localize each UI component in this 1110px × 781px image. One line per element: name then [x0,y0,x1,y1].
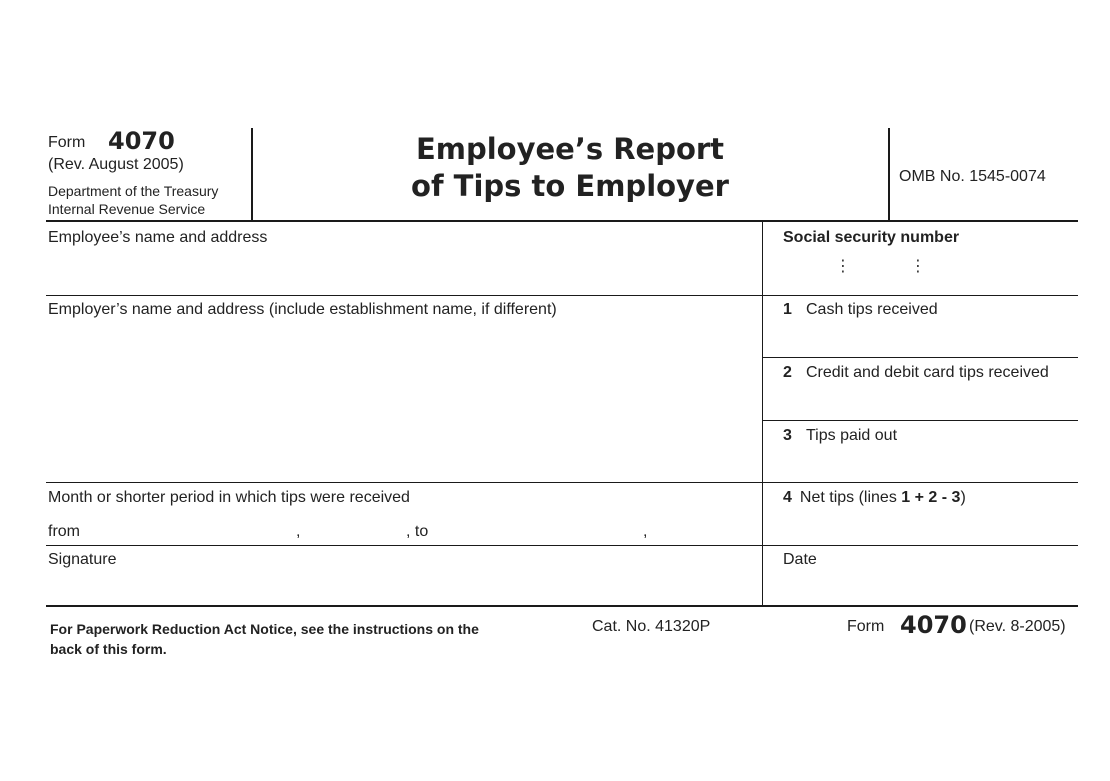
header-bottom-rule [46,220,1078,222]
period-from-field[interactable] [95,518,290,542]
ssn-field[interactable] [783,252,1073,290]
period-comma-1: , [296,523,301,540]
header-divider-left [251,128,253,221]
catalog-number: Cat. No. 41320P [592,618,711,635]
date-label: Date [783,551,817,568]
period-label: Month or shorter period in which tips were received [48,489,410,506]
date-field[interactable] [783,572,1073,602]
employer-name-address-field[interactable] [48,325,748,475]
row2-bottom-rule [46,482,1078,483]
line-2-label: Credit and debit card tips received [806,364,1049,381]
line-4-label-suffix: ) [960,489,966,506]
from-label: from [48,523,80,540]
form-number: 4070 [108,127,175,155]
employee-name-address-label: Employee’s name and address [48,229,268,246]
line-4-formula: 1 + 2 - 3 [901,489,961,506]
row3-bottom-rule [46,545,1078,546]
ssn-label: Social security number [783,229,960,246]
form-bottom-rule [46,605,1078,607]
employer-name-address-label: Employer’s name and address (include establishment name, if different) [48,301,557,318]
line-2-bottom-rule [763,420,1078,421]
net-tips-field[interactable] [783,510,1073,542]
ssn-separator-2: ⋮ [910,258,926,275]
paperwork-notice-line1: For Paperwork Reduction Act Notice, see the instructions on the [50,621,479,637]
revision-date: (Rev. August 2005) [48,156,184,173]
tips-paid-out-field[interactable] [783,448,1073,480]
signature-field[interactable] [48,572,748,602]
employee-name-address-field[interactable] [48,252,748,290]
line-1-bottom-rule [763,357,1078,358]
header-divider-right [888,128,890,221]
footer-revision: (Rev. 8-2005) [969,618,1066,635]
line-4-label [783,490,966,506]
footer-form-number: 4070 [900,611,967,639]
omb-number: OMB No. 1545-0074 [899,168,1046,185]
form-label: Form [48,134,86,151]
line-3-label: Tips paid out [806,427,898,444]
agency-name: Internal Revenue Service [48,201,206,217]
period-to-field[interactable] [440,518,635,542]
footer-form-label: Form [847,618,885,635]
line-4-label-prefix: Net tips (lines [799,489,902,506]
line-2-number: 2 [783,364,792,381]
column-divider [762,221,763,606]
department-name: Department of the Treasury [48,183,219,199]
line-3-number: 3 [783,427,792,444]
form-title-line1: Employee’s Report [415,132,725,166]
period-comma-3: , [643,523,648,540]
line-1-label: Cash tips received [806,301,938,318]
row1-bottom-rule [46,295,1078,296]
ssn-separator-1: ⋮ [835,258,851,275]
cash-tips-field[interactable] [783,322,1073,354]
card-tips-field[interactable] [783,385,1073,417]
line-4-number: 4 [783,489,792,506]
paperwork-notice-line2: back of this form. [50,641,167,657]
line-1-number: 1 [783,301,792,318]
form-title-line2: of Tips to Employer [411,169,729,203]
signature-label: Signature [48,551,117,568]
period-to-label: , to [406,523,429,540]
